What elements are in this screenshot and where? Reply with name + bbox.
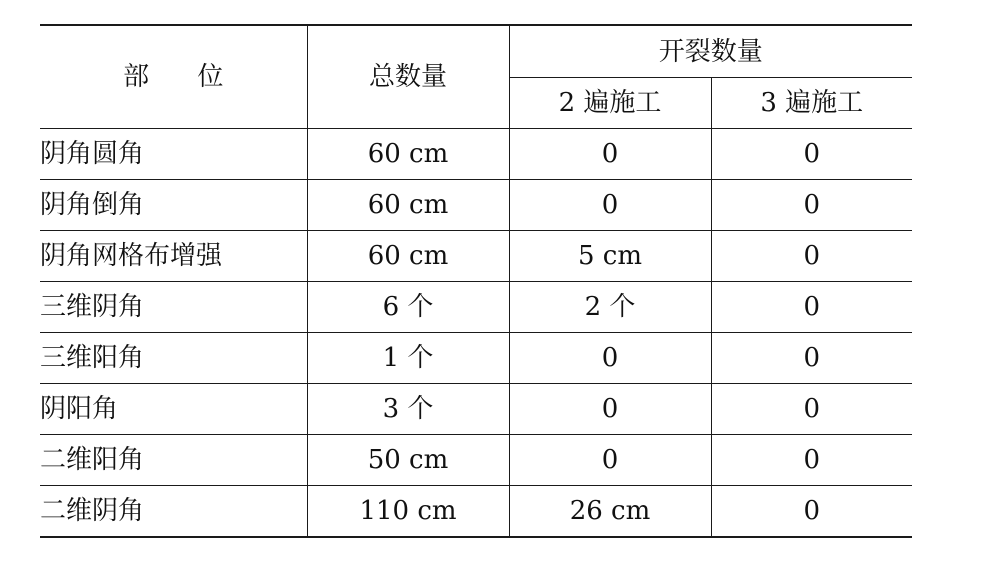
cell-total: 60 cm xyxy=(307,231,509,282)
cell-total: 60 cm xyxy=(307,180,509,231)
table-row xyxy=(40,231,912,282)
cell-coats-2: 2 个 xyxy=(509,282,711,333)
cell-coats-2: 0 xyxy=(509,384,711,435)
cell-total: 1 个 xyxy=(307,333,509,384)
crack-statistics-table xyxy=(40,24,912,538)
cell-part: 阴角网格布增强 xyxy=(40,231,307,282)
header-coats-2: 2 遍施工 xyxy=(509,78,711,129)
cell-coats-3: 0 xyxy=(711,231,912,282)
cell-coats-3: 0 xyxy=(711,435,912,486)
table-row xyxy=(40,435,912,486)
cell-coats-2: 5 cm xyxy=(509,231,711,282)
cell-coats-2: 0 xyxy=(509,129,711,180)
cell-part: 三维阴角 xyxy=(40,282,307,333)
cell-part: 二维阴角 xyxy=(40,486,307,538)
cell-part: 阴角圆角 xyxy=(40,129,307,180)
header-coats-3: 3 遍施工 xyxy=(711,78,912,129)
cell-coats-3: 0 xyxy=(711,129,912,180)
cell-part: 三维阳角 xyxy=(40,333,307,384)
cell-coats-3: 0 xyxy=(711,486,912,538)
header-total: 总数量 xyxy=(307,25,509,129)
cell-coats-2: 0 xyxy=(509,435,711,486)
cell-coats-2: 26 cm xyxy=(509,486,711,538)
cell-total: 60 cm xyxy=(307,129,509,180)
table-header-row xyxy=(40,25,912,78)
cell-part: 二维阳角 xyxy=(40,435,307,486)
cell-part: 阴阳角 xyxy=(40,384,307,435)
table-row xyxy=(40,486,912,538)
header-part xyxy=(40,25,307,129)
cell-coats-3: 0 xyxy=(711,384,912,435)
cell-coats-3: 0 xyxy=(711,282,912,333)
table-row xyxy=(40,180,912,231)
cell-coats-2: 0 xyxy=(509,333,711,384)
cell-coats-2: 0 xyxy=(509,180,711,231)
header-part-label: 部 位 xyxy=(123,62,244,92)
cell-coats-3: 0 xyxy=(711,333,912,384)
header-cracked: 开裂数量 xyxy=(509,25,912,78)
cell-total: 110 cm xyxy=(307,486,509,538)
table-row xyxy=(40,282,912,333)
table-row xyxy=(40,333,912,384)
cell-total: 3 个 xyxy=(307,384,509,435)
cell-total: 50 cm xyxy=(307,435,509,486)
table-row xyxy=(40,384,912,435)
cell-coats-3: 0 xyxy=(711,180,912,231)
cell-part: 阴角倒角 xyxy=(40,180,307,231)
cell-total: 6 个 xyxy=(307,282,509,333)
table-row xyxy=(40,129,912,180)
